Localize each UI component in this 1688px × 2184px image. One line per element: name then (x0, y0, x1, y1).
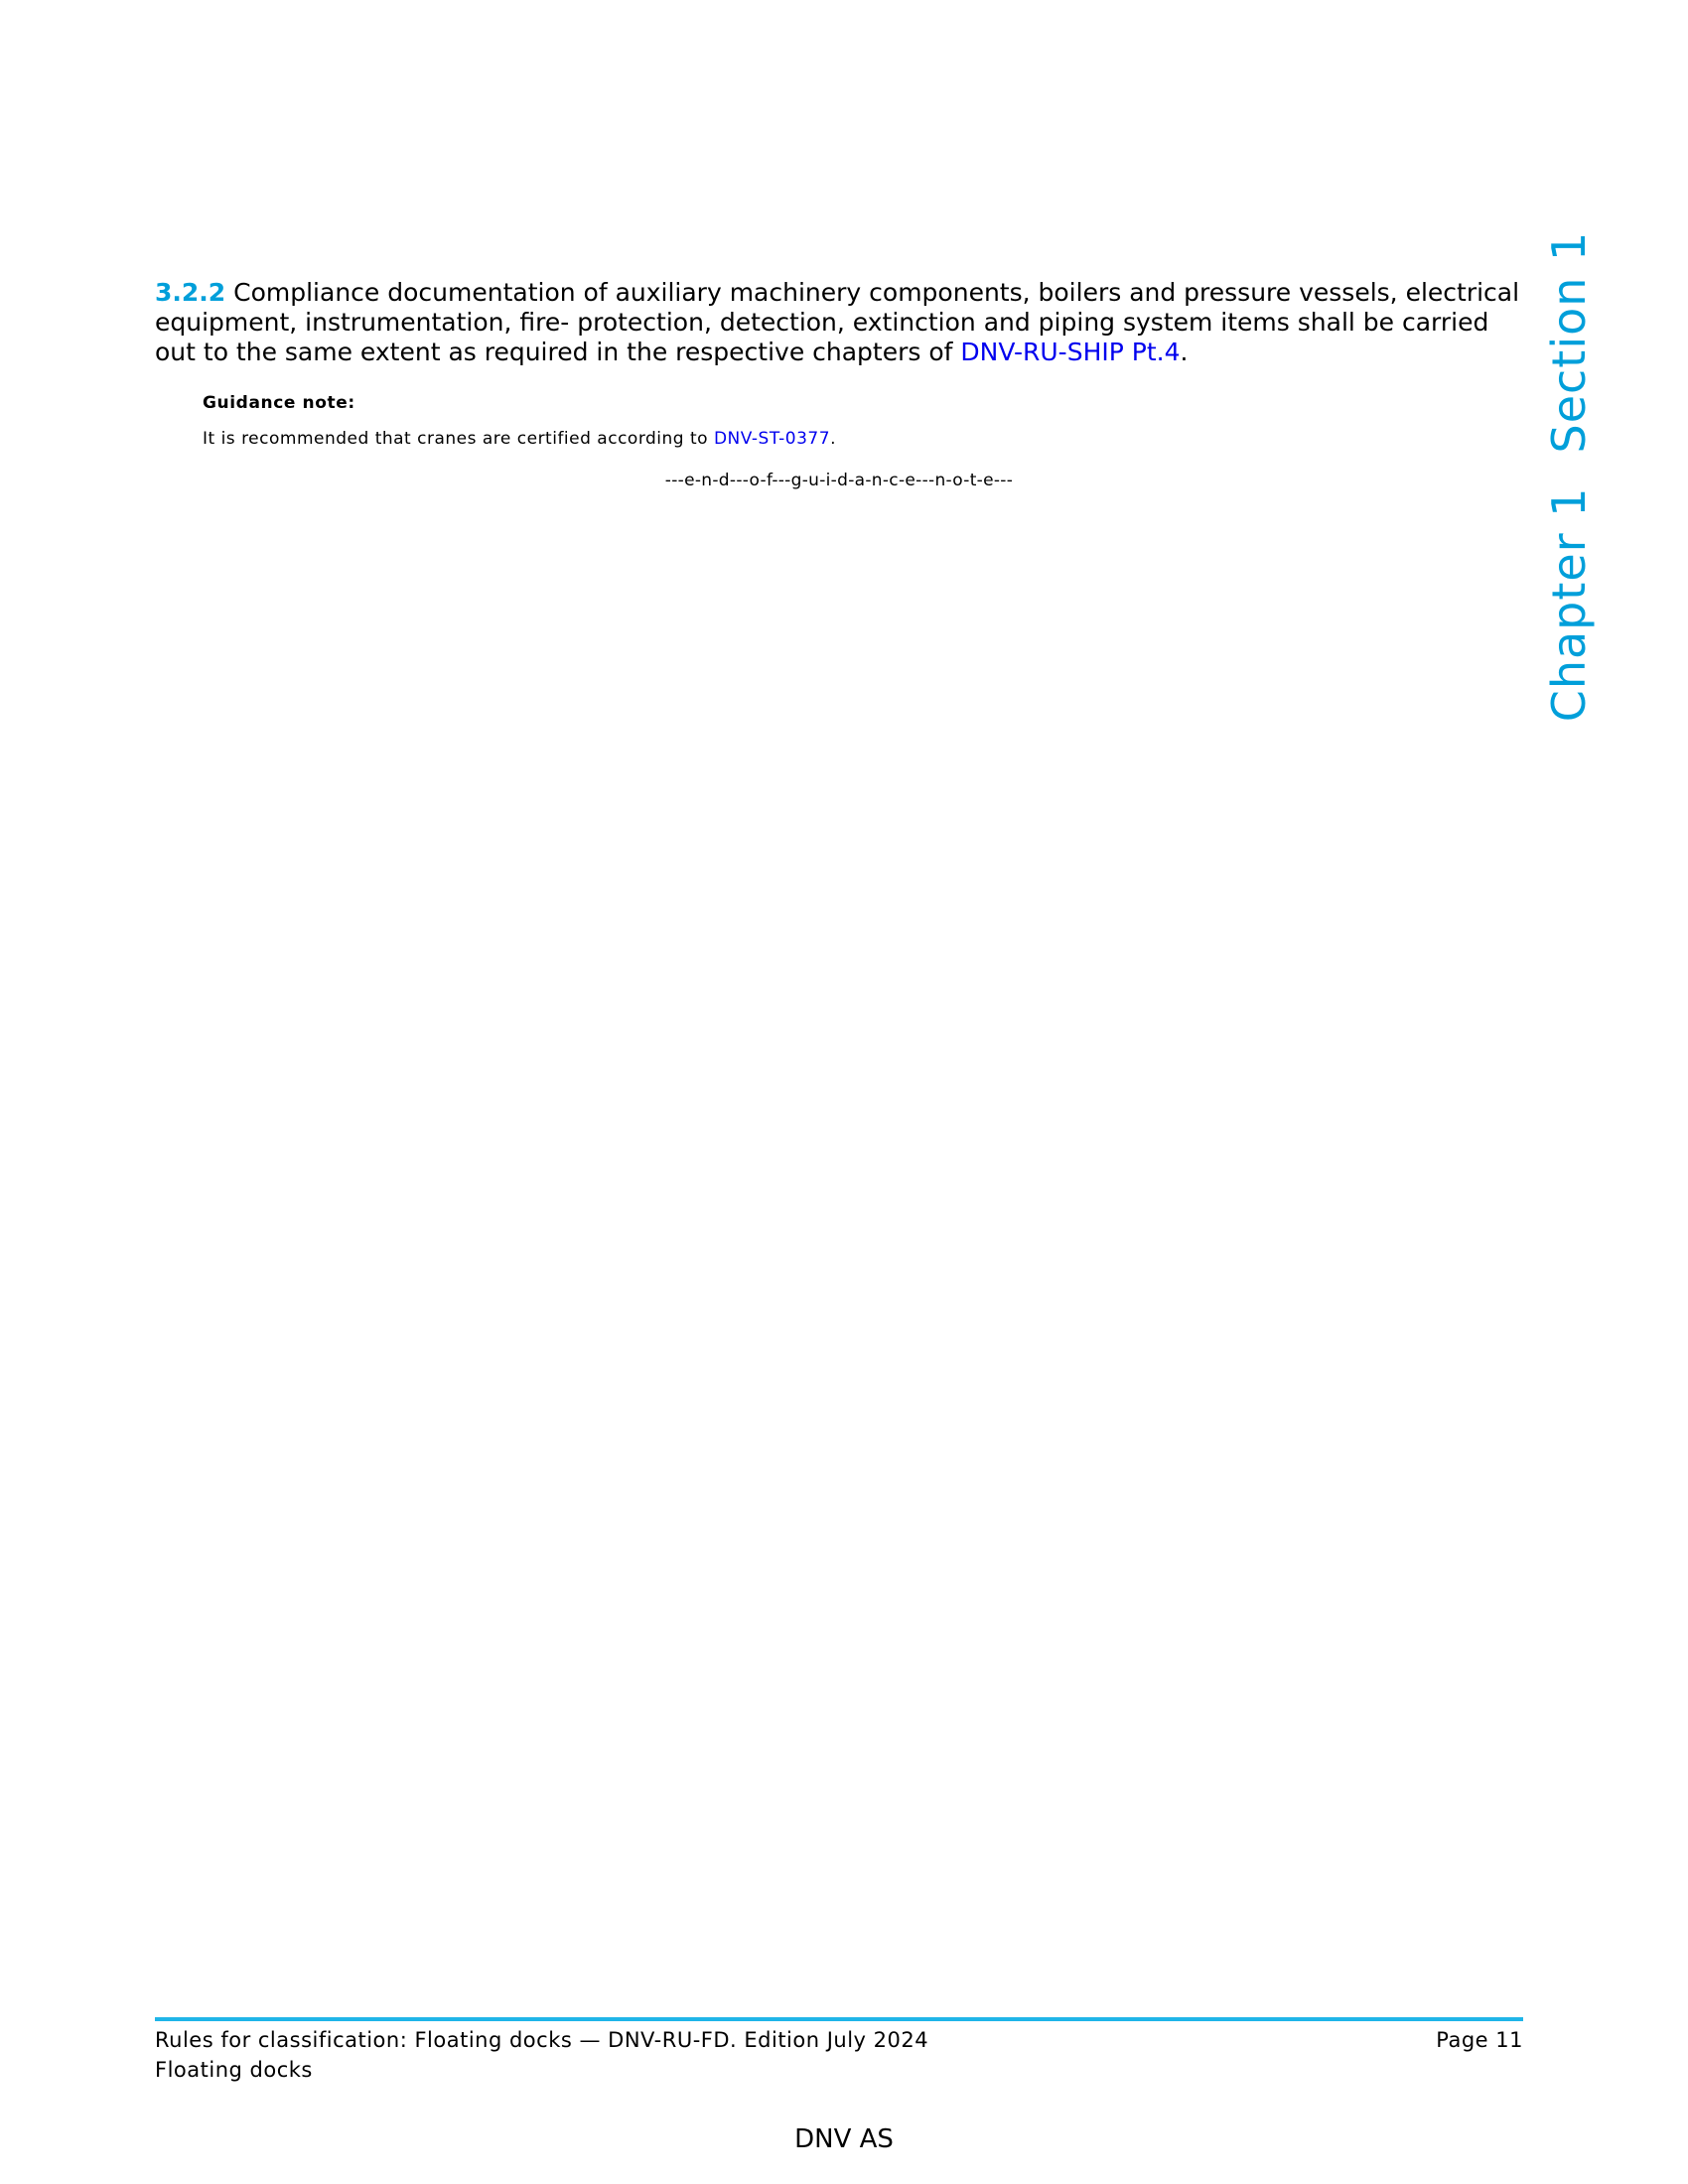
footer-divider (155, 2017, 1523, 2021)
main-content (155, 278, 1523, 490)
guidance-text-start: It is recommended that cranes are certified according to (203, 429, 714, 449)
chapter-label: Chapter 1 (1542, 486, 1596, 723)
footer-subtitle: Floating docks (155, 2058, 313, 2082)
footer-document-title: Rules for classification: Floating docks — DNV-RU-FD. Edition July 2024 (155, 2028, 929, 2052)
guidance-note-text (203, 429, 1523, 449)
section-label: Section 1 (1542, 230, 1596, 454)
footer-page-number: Page 11 (1436, 2028, 1523, 2052)
guidance-text-end: . (830, 429, 836, 449)
paragraph-text: Compliance documentation of auxiliary machinery components, boilers and pressure vessels, electrical equipment, instrumentation, fire- protection, detection, extinction and piping system items shall be carried out to the same extent as required in the respective chapters of (155, 278, 1520, 366)
standard-reference-link[interactable]: DNV-ST-0377 (713, 429, 831, 449)
paragraph-3-2-2 (155, 278, 1523, 367)
footer-document-line (155, 2025, 1523, 2055)
guidance-note (203, 393, 1523, 490)
paragraph-number: 3.2.2 (155, 278, 226, 307)
guidance-note-end-marker: ---e-n-d---o-f---g-u-i-d-a-n-c-e---n-o-t-e--- (664, 471, 1014, 490)
paragraph-text-end: . (1180, 338, 1189, 366)
footer-company: DNV AS (794, 2124, 894, 2154)
chapter-section-side-label (1542, 231, 1596, 723)
guidance-note-heading: Guidance note: (203, 393, 355, 413)
rule-reference-link[interactable]: DNV-RU-SHIP Pt.4 (960, 338, 1181, 366)
